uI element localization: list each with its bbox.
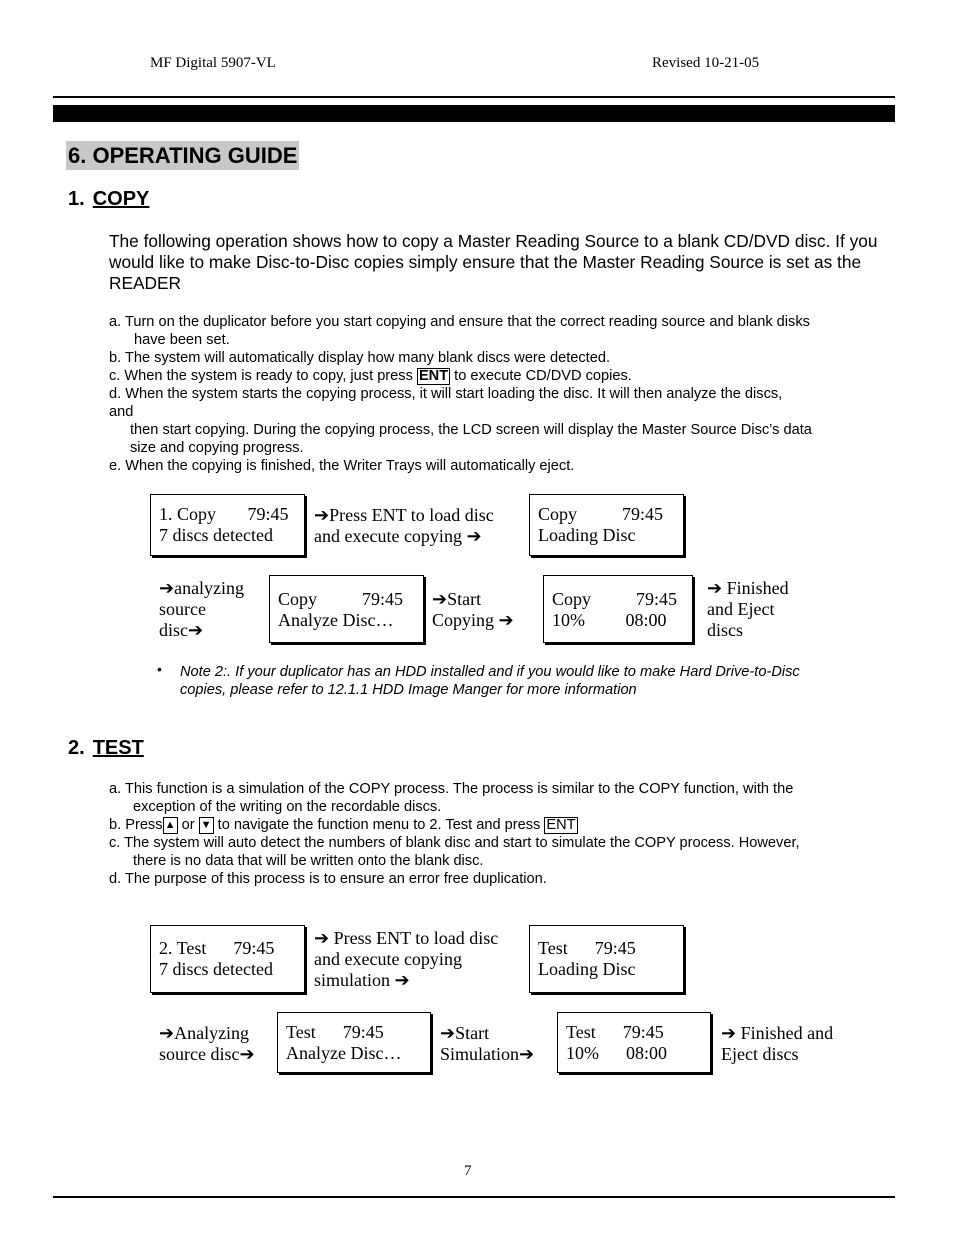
note-line: copies, please refer to 12.1.1 HDD Image Manger for more information: [180, 682, 637, 698]
section-heading-copy: [68, 186, 149, 212]
lcd-screen-test-loading: Test 79:45 Loading Disc: [529, 925, 684, 993]
arrow-up-key-icon: ▲: [163, 817, 178, 834]
section-number: 1.: [68, 188, 85, 210]
header-rule: [53, 96, 895, 98]
section-heading-test: [68, 735, 144, 761]
list-item-text: to navigate the function menu to 2. Test and press: [213, 817, 545, 833]
note-bullet: •: [157, 661, 162, 677]
lcd-screen-test-analyze: Test 79:45 Analyze Disc…: [277, 1012, 431, 1073]
header-revision: Revised 10-21-05: [652, 55, 760, 71]
note-line: Note 2:. If your duplicator has an HDD installed and if you would like to make Hard Drive-to-Disc: [180, 664, 800, 680]
page-number: 7: [464, 1163, 472, 1179]
section-title: COPY: [92, 188, 150, 210]
section-title: TEST: [92, 737, 144, 759]
lcd-screen-copy-analyze: Copy 79:45 Analyze Disc…: [269, 575, 424, 643]
list-item: b. The system will automatically display how many blank discs were detected.: [109, 350, 611, 366]
section-number: 2.: [68, 737, 85, 759]
list-item: and: [109, 404, 134, 420]
list-item-text: to execute CD/DVD copies.: [450, 368, 632, 384]
list-item-text: b. Press: [109, 817, 163, 833]
list-item: [109, 367, 812, 385]
flow-label-press-ent: ➔Press ENT to load disc and execute copying ➔: [314, 505, 494, 546]
list-item: size and copying progress.: [130, 440, 304, 456]
list-item: exception of the writing on the recordable discs.: [133, 799, 442, 815]
list-item: [109, 816, 800, 834]
lcd-screen-copy-progress: Copy 79:45 10% 08:00: [543, 575, 693, 643]
list-item: d. When the system starts the copying process, it will start loading the disc. It will then analyze the discs,: [109, 386, 783, 402]
page-title: 6. OPERATING GUIDE: [68, 143, 298, 168]
lcd-screen-test-progress: Test 79:45 10% 08:00: [557, 1012, 711, 1073]
list-item: e. When the copying is finished, the Writer Trays will automatically eject.: [109, 458, 575, 474]
list-item-text: or: [177, 817, 199, 833]
header-doc-title: MF Digital 5907-VL: [150, 55, 276, 71]
lcd-screen-copy-detected: 1. Copy 79:45 7 discs detected: [150, 494, 305, 556]
lcd-screen-test-detected: 2. Test 79:45 7 discs detected: [150, 925, 305, 993]
test-steps-list: [109, 780, 800, 888]
header-bar: [53, 105, 895, 122]
list-item: then start copying. During the copying process, the LCD screen will display the Master Source Disc’s data: [130, 422, 812, 438]
ent-key-icon: ENT: [418, 368, 449, 384]
flow-label-finished: ➔ Finished and Eject discs: [707, 578, 789, 640]
list-item: d. The purpose of this process is to ensure an error free duplication.: [109, 871, 547, 887]
list-item: have been set.: [134, 332, 230, 348]
list-item: there is no data that will be written onto the blank disc.: [133, 853, 484, 869]
list-item-text: c. When the system is ready to copy, just press: [109, 368, 417, 384]
arrow-down-key-icon: ▼: [199, 817, 214, 834]
flow-label-start-simulation: ➔Start Simulation➔: [440, 1023, 535, 1064]
flow-label-press-ent: ➔ Press ENT to load disc and execute copying simulation ➔: [314, 928, 499, 990]
copy-steps-list: [109, 313, 812, 475]
list-item: c. The system will auto detect the numbers of blank disc and start to simulate the COPY process. However,: [109, 835, 800, 851]
footer-rule: [53, 1196, 895, 1198]
flow-label-analyzing: ➔analyzing source disc➔: [159, 578, 245, 640]
note-hdd: [180, 663, 800, 699]
copy-intro-paragraph: The following operation shows how to copy a Master Reading Source to a blank CD/DVD disc. If you would like to make Disc-to-Disc copies simply ensure that the Master Reading Source is set as the READER: [109, 231, 878, 293]
flow-label-finished: ➔ Finished and Eject discs: [721, 1023, 834, 1064]
ent-key-icon: ENT: [546, 817, 576, 833]
lcd-screen-copy-loading: Copy 79:45 Loading Disc: [529, 494, 684, 556]
list-item: a. Turn on the duplicator before you start copying and ensure that the correct reading source and blank disks: [109, 314, 810, 330]
flow-label-analyzing: ➔Analyzing source disc➔: [159, 1023, 255, 1064]
flow-label-start-copying: ➔Start Copying ➔: [432, 589, 514, 630]
list-item: a. This function is a simulation of the COPY process. The process is similar to the COPY function, with the: [109, 781, 794, 797]
